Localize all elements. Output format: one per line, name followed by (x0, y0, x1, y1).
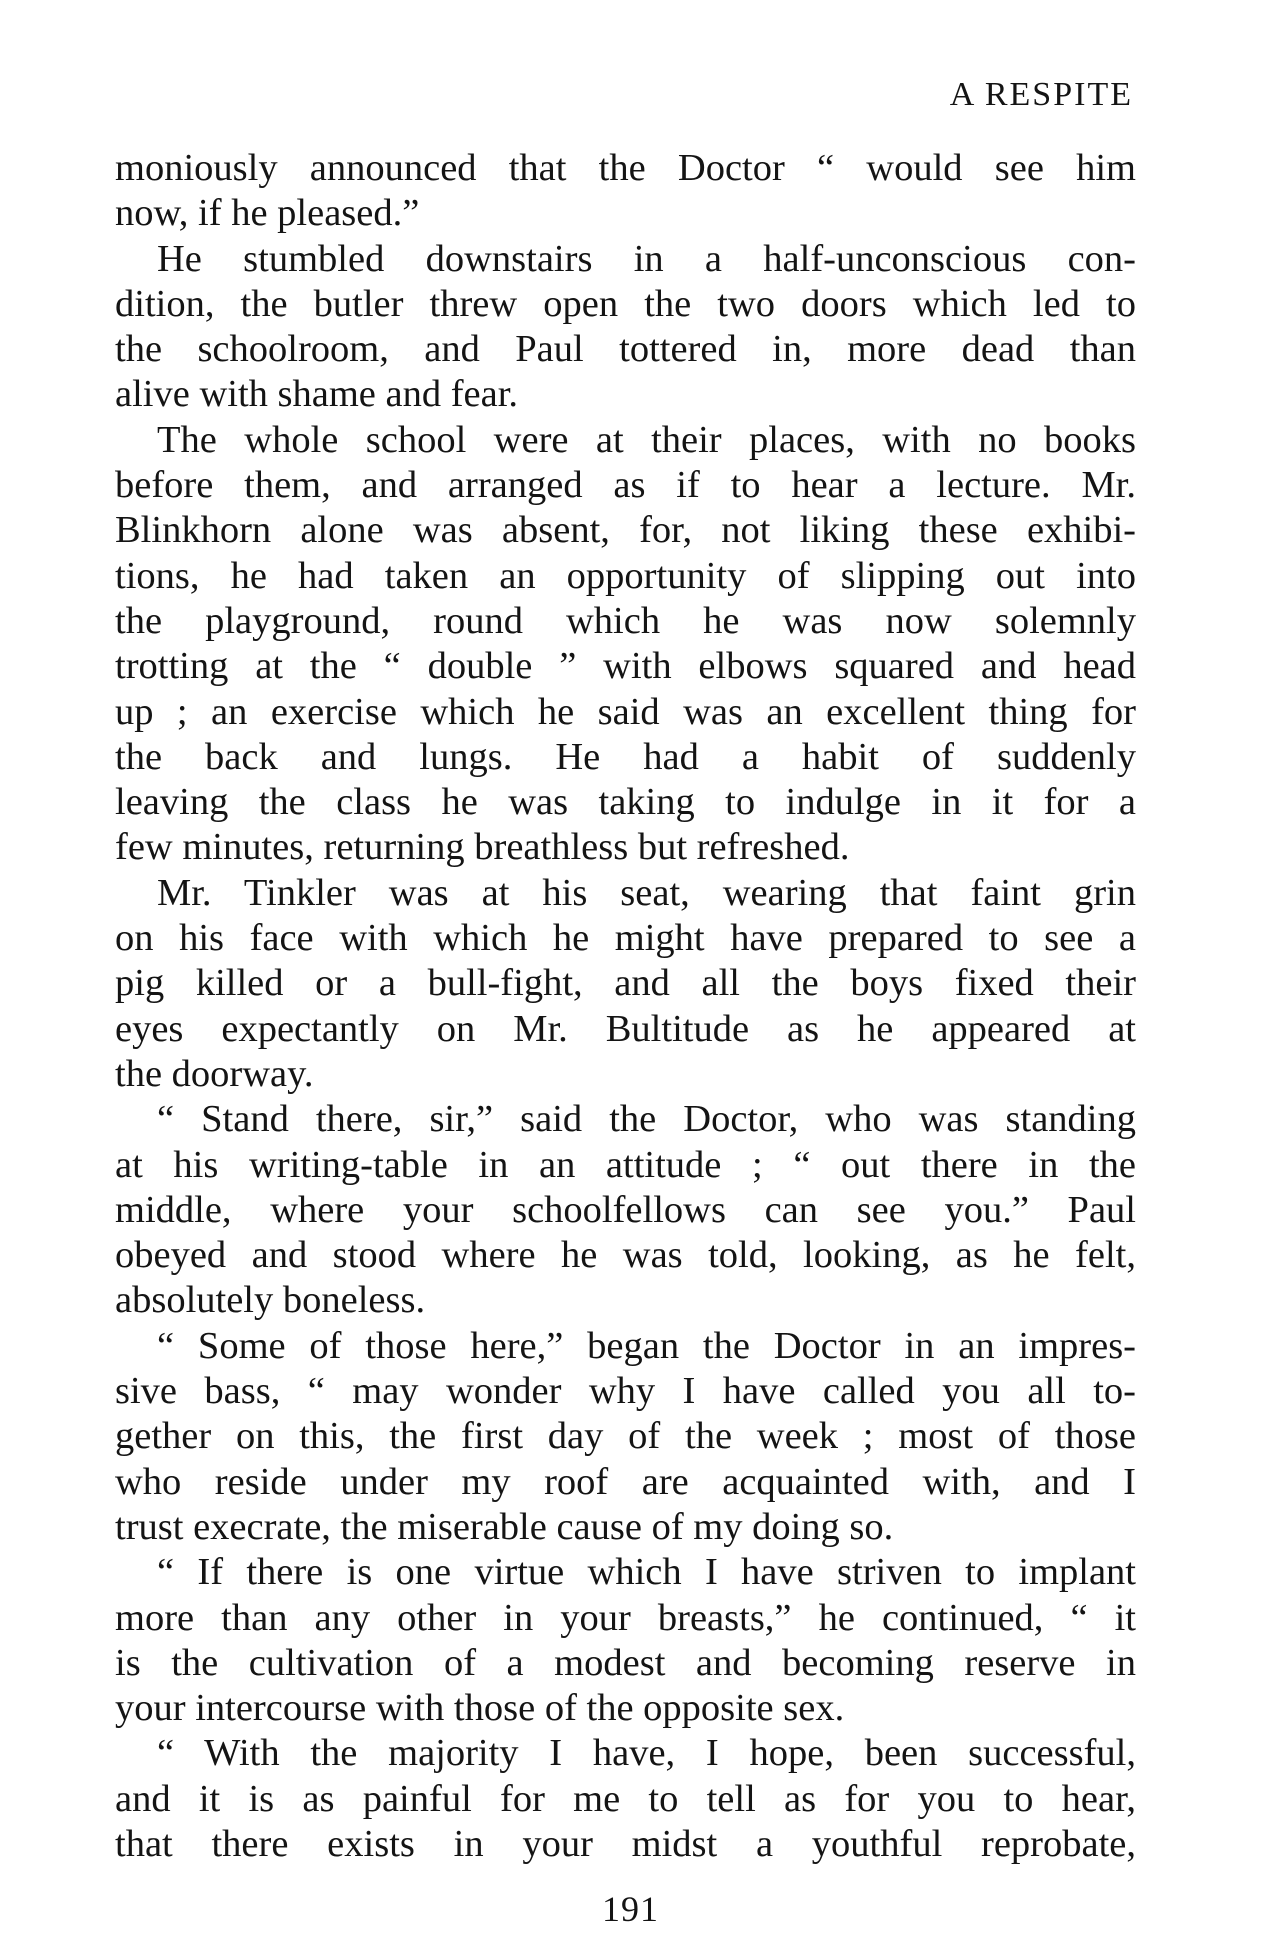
page-number: 191 (602, 1889, 659, 1929)
text-line: Mr. Tinkler was at his seat, wearing that faint grin (157, 871, 1136, 914)
text-line: on his face with which he might have prepared to see a (115, 917, 1136, 960)
text-line: “ If there is one virtue which I have striven to implant (157, 1551, 1136, 1594)
text-line: gether on this, the first day of the week ; most of those (115, 1415, 1136, 1458)
text-line: your intercourse with those of the opposite sex. (115, 1687, 845, 1730)
running-head: A RESPITE (949, 76, 1133, 113)
text-line: alive with shame and fear. (115, 373, 519, 416)
text-line: the doorway. (115, 1052, 314, 1095)
text-line: “ Stand there, sir,” said the Doctor, who was standing (157, 1098, 1136, 1141)
text-line: that there exists in your midst a youthful reprobate, (115, 1822, 1136, 1865)
text-line: more than any other in your breasts,” he continued, “ it (115, 1596, 1136, 1639)
text-line: absolutely boneless. (115, 1279, 426, 1322)
text-line: “ With the majority I have, I hope, been successful, (157, 1732, 1136, 1775)
text-line: who reside under my roof are acquainted with, and I (115, 1460, 1136, 1503)
text-line: middle, where your schoolfellows can see you.” Paul (115, 1188, 1136, 1231)
text-line: before them, and arranged as if to hear a lecture. Mr. (115, 464, 1136, 507)
text-line: leaving the class he was taking to indulge in it for a (115, 781, 1136, 824)
text-line: eyes expectantly on Mr. Bultitude as he appeared at (115, 1007, 1136, 1050)
text-line: trust execrate, the miserable cause of my doing so. (115, 1505, 894, 1548)
text-line: “ Some of those here,” began the Doctor in an impres- (157, 1324, 1136, 1367)
text-line: now, if he pleased.” (115, 192, 420, 235)
text-line: the playground, round which he was now solemnly (115, 599, 1136, 642)
text-line: obeyed and stood where he was told, looking, as he felt, (115, 1234, 1136, 1277)
text-line: trotting at the “ double ” with elbows squared and head (115, 645, 1136, 688)
text-line: tions, he had taken an opportunity of slipping out into (115, 554, 1136, 597)
text-line: the back and lungs. He had a habit of suddenly (115, 735, 1136, 778)
text-line: the schoolroom, and Paul tottered in, more dead than (115, 328, 1136, 371)
text-line: few minutes, returning breathless but refreshed. (115, 826, 850, 869)
text-line: He stumbled downstairs in a half-unconscious con- (157, 237, 1136, 280)
text-line: dition, the butler threw open the two doors which led to (115, 282, 1136, 325)
text-line: Blinkhorn alone was absent, for, not liking these exhibi- (115, 509, 1136, 552)
text-line: sive bass, “ may wonder why I have called you all to- (115, 1370, 1136, 1413)
text-line: at his writing-table in an attitude ; “ out there in the (115, 1143, 1136, 1186)
text-line: pig killed or a bull-fight, and all the boys fixed their (115, 962, 1136, 1005)
text-line: moniously announced that the Doctor “ would see him (115, 147, 1136, 189)
text-line: and it is as painful for me to tell as for you to hear, (115, 1777, 1136, 1820)
text-line: up ; an exercise which he said was an excellent thing for (115, 690, 1136, 733)
body-text (115, 146, 1136, 1867)
text-line: The whole school were at their places, with no books (157, 418, 1136, 461)
text-line: is the cultivation of a modest and becoming reserve in (115, 1641, 1136, 1684)
